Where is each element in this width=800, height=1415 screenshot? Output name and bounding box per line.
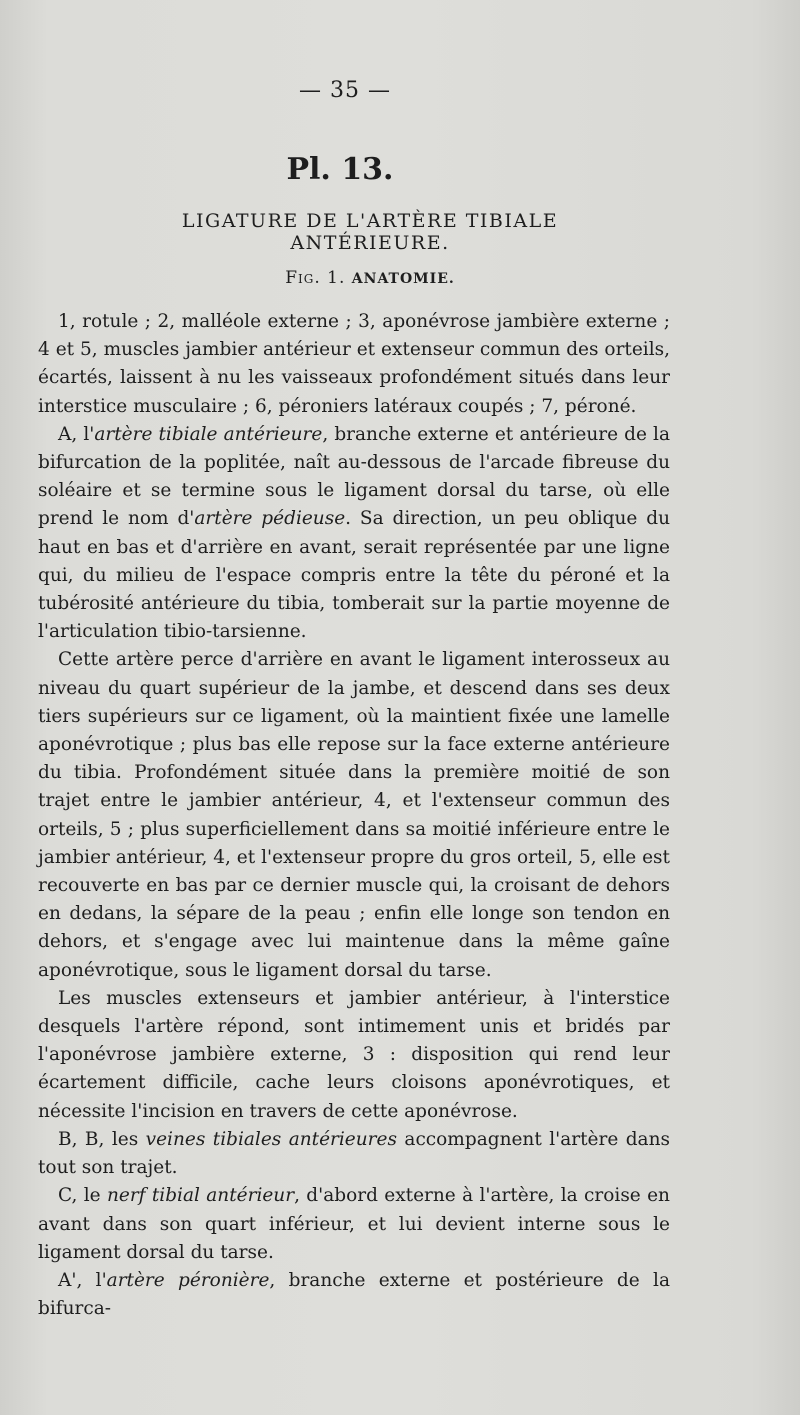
- paragraph-4: Les muscles extenseurs et jambier antérieur, à l'interstice desquels l'artère répond, sont intimement unis et bridés par l'aponévrose jambière externe, 3 : disposition qui rend leur écartement difficile, cache leurs cloisons aponévrotiques, et nécessite l'incision en travers de cette aponévrose.: [38, 987, 670, 1122]
- plate-title: Pl. 13.: [286, 152, 394, 187]
- term-artere-pedieuse: artère pédieuse: [194, 508, 346, 530]
- paragraph-2-lead: A, l': [58, 423, 95, 445]
- section-title: LIGATURE DE L'ARTÈRE TIBIALE ANTÉRIEURE.: [181, 210, 559, 254]
- page-number: — 35 —: [299, 78, 391, 103]
- paragraph-2: [38, 421, 670, 647]
- term-artere-peroniere: artère péronière: [106, 1269, 270, 1291]
- paragraph-5-lead: B, B, les: [58, 1128, 146, 1150]
- paragraph-7-tail: , branche externe et postérieure de la bifurca-: [38, 1269, 670, 1320]
- paragraph-1: 1, rotule ; 2, malléole externe ; 3, aponévrose jambière externe ; 4 et 5, muscles jambier antérieur et extenseur commun des orteils, écartés, laissent à nu les vaisseaux profondément situés dans leur interstice musculaire ; 6, péroniers latéraux coupés ; 7, péroné.: [38, 311, 670, 417]
- paragraph-7-lead: A', l': [58, 1269, 107, 1291]
- term-artere-tibiale: artère tibiale antérieure: [94, 423, 323, 445]
- paragraph-6-lead: C, le: [58, 1185, 107, 1207]
- figure-label: Fig. 1.: [285, 268, 346, 288]
- paragraph-3: Cette artère perce d'arrière en avant le ligament interosseux au niveau du quart supérieur de la jambe, et descend dans ses deux tiers supérieurs sur ce ligament, où la maintient fixée une lamelle aponévrotique ; plus bas elle repose sur la face externe antérieure du tibia. Profondément située dans la première moitié de son trajet entre le jambier antérieur, 4, et l'extenseur commun des orteils, 5 ; plus superficiellement dans sa moitié inférieure entre le jambier antérieur, 4, et l'extenseur propre du gros orteil, 5, elle est recouverte en bas par ce dernier muscle qui, la croisant de dehors en dedans, la sépare de la peau ; enfin elle longe son tendon en dehors, et s'engage avec lui maintenue dans la même gaîne aponévrotique, sous le ligament dorsal du tarse.: [38, 649, 670, 981]
- figure-title: ANATOMIE.: [351, 271, 455, 287]
- term-nerf-tibial: nerf tibial antérieur: [106, 1185, 295, 1207]
- body-text: [38, 308, 670, 1323]
- paragraph-2-tail: . Sa direction, un peu oblique du haut en bas et d'arrière en avant, serait représentée par une ligne qui, du milieu de l'espace compris entre la tête du péroné et la tubérosité antérieure du tibia, tomberait sur la partie moyenne de l'articulation tibio-tarsienne.: [38, 508, 670, 643]
- paragraph-6: [38, 1182, 670, 1267]
- paragraph-7: [38, 1267, 670, 1323]
- figure-heading: [120, 268, 620, 288]
- paragraph-2-mid: , branche externe et antérieure de la bifurcation de la poplitée, naît au-dessous de l'arcade fibreuse du soléaire et se termine sous le ligament dorsal du tarse, où elle prend le nom d': [38, 423, 670, 530]
- term-veines-tibiales: veines tibiales antérieures: [145, 1128, 397, 1150]
- paragraph-5: [38, 1126, 670, 1182]
- paragraph-6-tail: , d'abord externe à l'artère, la croise en avant dans son quart inférieur, et lui devient interne sous le ligament dorsal du tarse.: [38, 1185, 670, 1263]
- paragraph-5-tail: accompagnent l'artère dans tout son trajet.: [38, 1128, 670, 1179]
